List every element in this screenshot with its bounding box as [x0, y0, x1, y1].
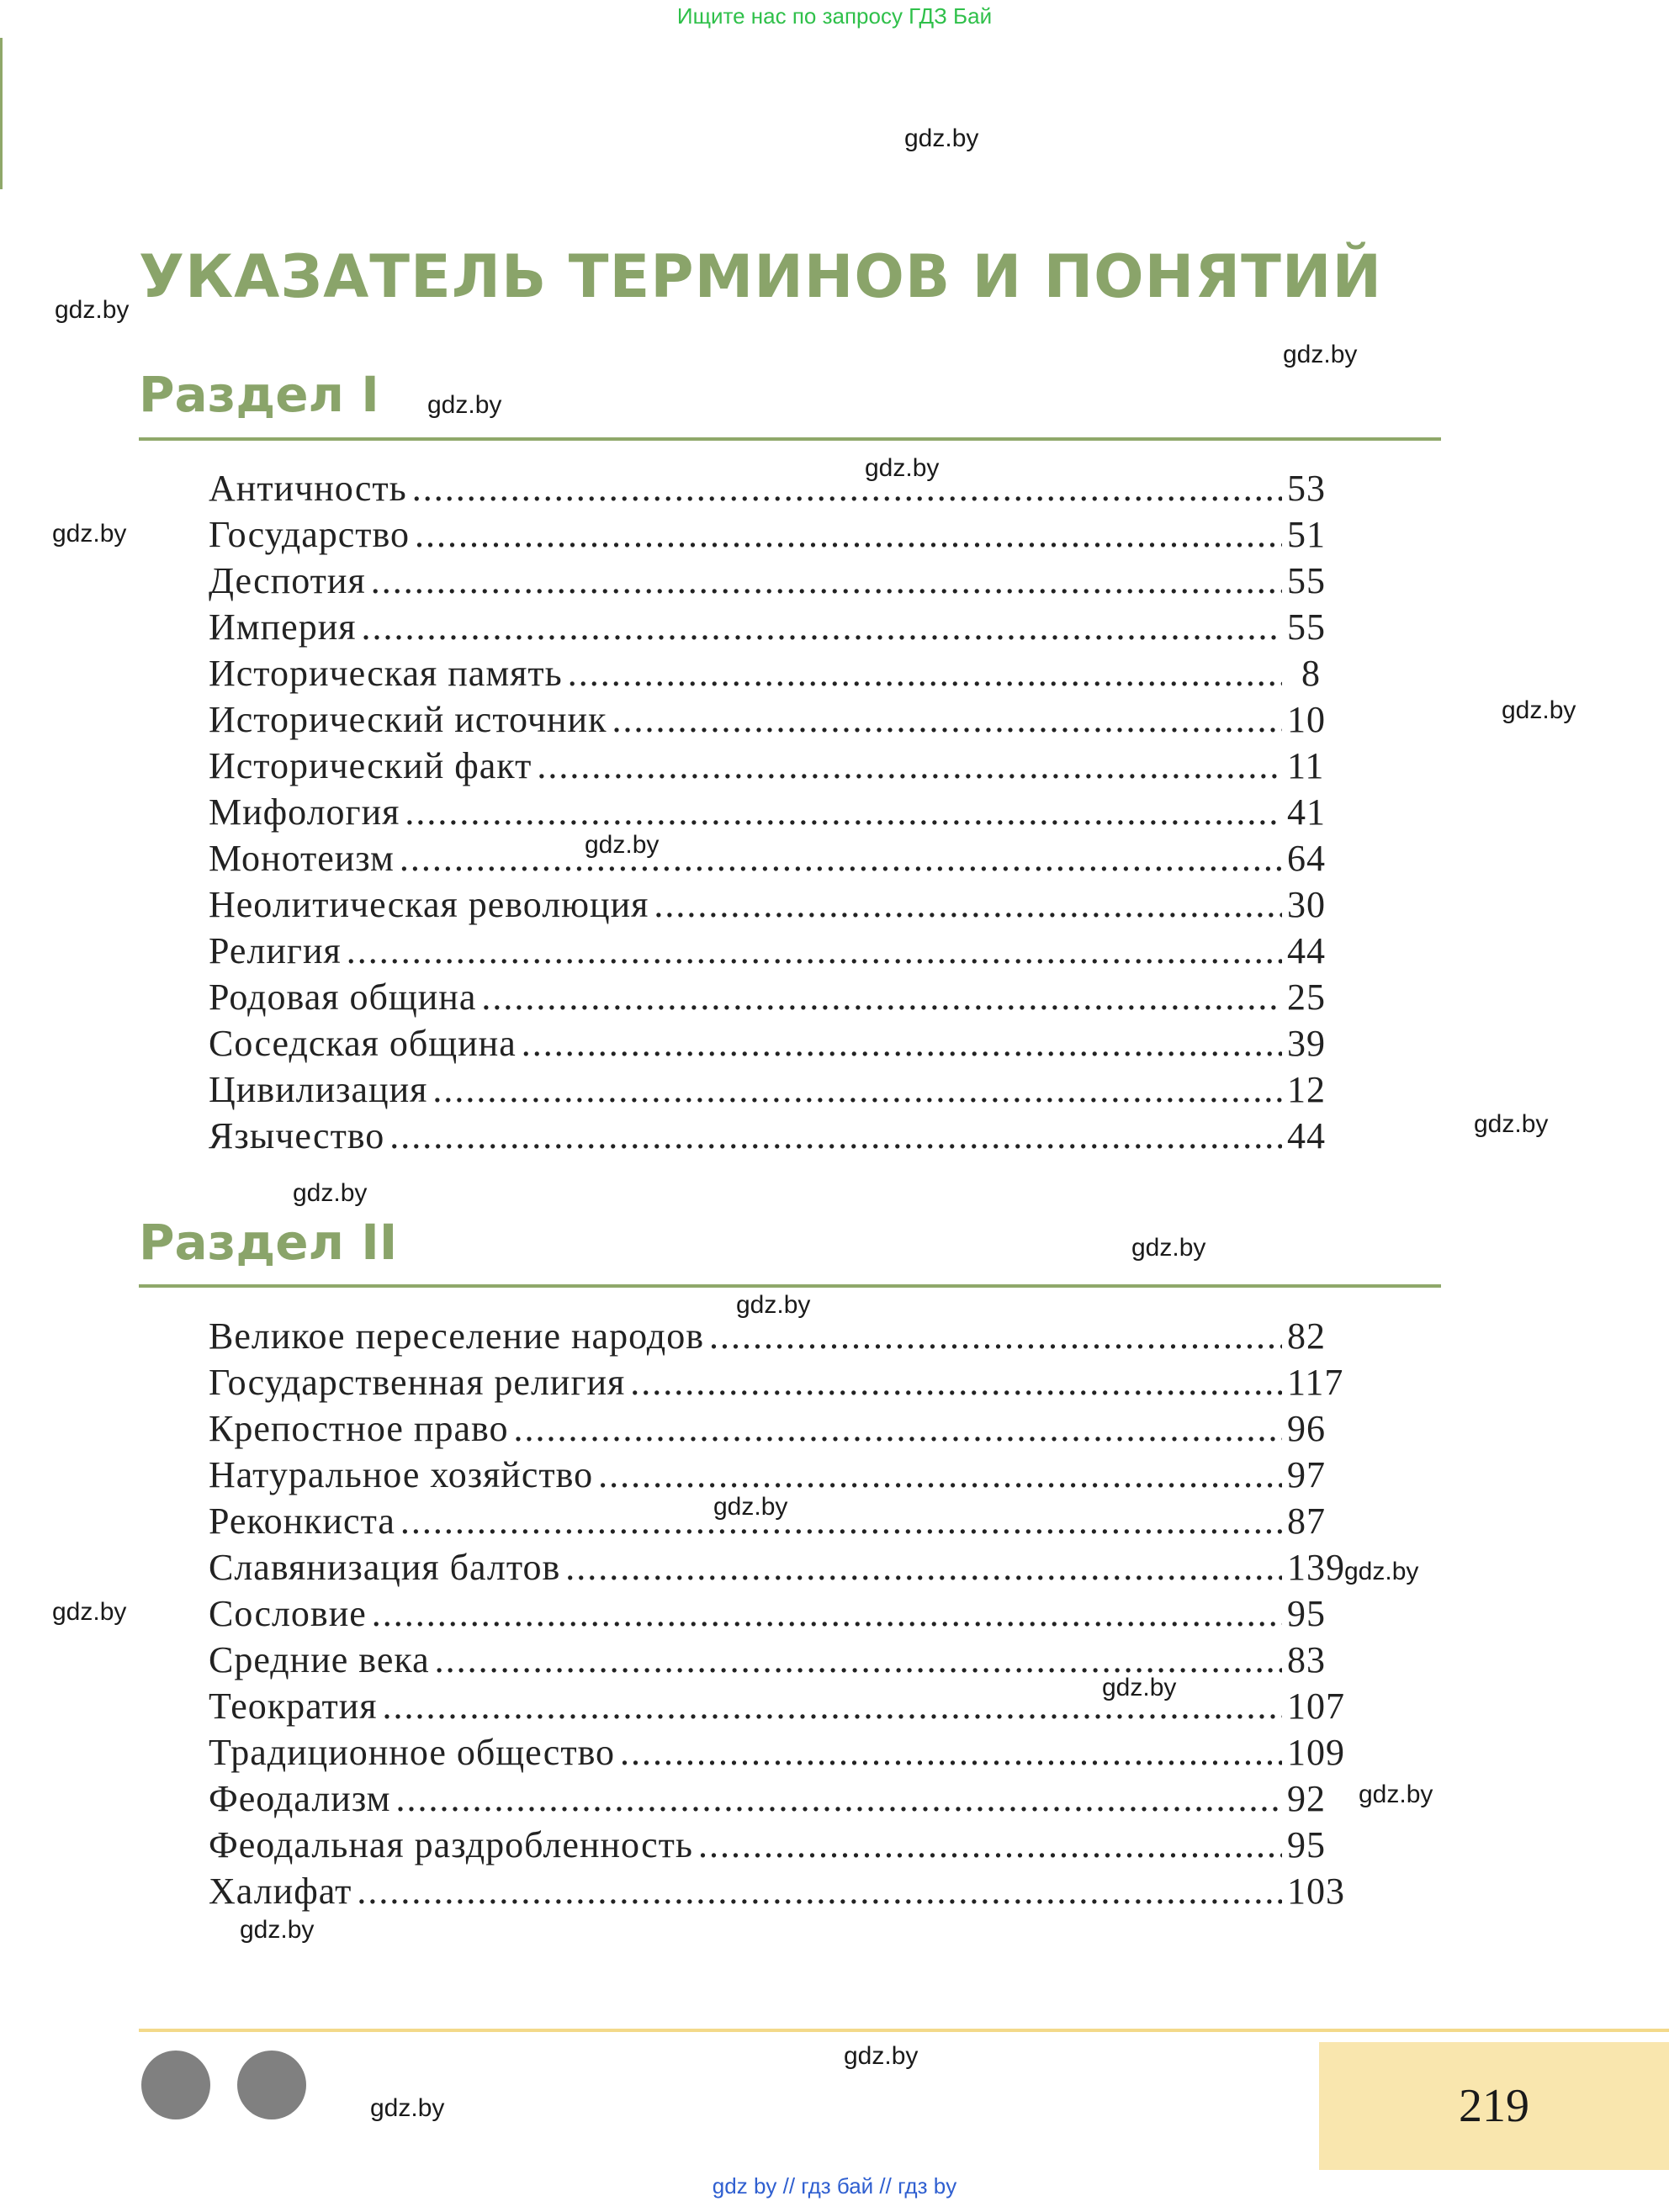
term-name: Великое переселение народов [209, 1315, 704, 1357]
watermark: gdz.by [713, 1493, 788, 1521]
dot-leader [537, 744, 1282, 787]
term-name: Государственная религия [209, 1362, 626, 1403]
index-entry [209, 1638, 1326, 1685]
index-entry [209, 698, 1326, 744]
index-entry [209, 976, 1326, 1022]
term-page-number: 97 [1287, 1454, 1326, 1495]
index-entry [209, 1685, 1345, 1731]
term-name: Крепостное право [209, 1408, 509, 1449]
index-entry [209, 606, 1326, 652]
term-page-number: 41 [1287, 791, 1326, 833]
page-number: 219 [1319, 2042, 1669, 2170]
index-entry [209, 513, 1326, 559]
dot-leader [565, 1546, 1282, 1589]
watermark: gdz.by [370, 2094, 445, 2122]
term-list-section-1 [209, 467, 1326, 1161]
decorative-circle [237, 2051, 306, 2119]
term-name: Натуральное хозяйство [209, 1454, 594, 1495]
dot-leader [568, 652, 1282, 695]
dot-leader [357, 1870, 1282, 1913]
section-heading-2: Раздел II [139, 1214, 398, 1271]
decorative-circle [141, 2051, 210, 2119]
top-banner[interactable]: Ищите нас по запросу ГДЗ Бай [676, 3, 993, 29]
term-list-section-2 [209, 1315, 1345, 1916]
left-edge-bar [0, 38, 3, 189]
term-page-number: 92 [1287, 1778, 1326, 1819]
index-entry [209, 1361, 1344, 1407]
watermark: gdz.by [1359, 1781, 1433, 1808]
term-name: Цивилизация [209, 1069, 428, 1110]
term-name: Исторический источник [209, 699, 607, 740]
bottom-links[interactable]: gdz by // гдз бай // гдз by [712, 2173, 957, 2199]
term-name: Славянизация балтов [209, 1547, 561, 1588]
dot-leader [361, 606, 1282, 648]
watermark: gdz.by [736, 1291, 811, 1319]
term-page-number: 25 [1287, 976, 1326, 1018]
index-entry [209, 652, 1321, 698]
term-page-number: 64 [1287, 838, 1326, 879]
term-name: Мифология [209, 791, 400, 833]
watermark: gdz.by [293, 1179, 368, 1207]
term-name: Реконкиста [209, 1500, 395, 1542]
term-name: Неолитическая революция [209, 884, 649, 925]
term-page-number: 87 [1287, 1500, 1326, 1542]
term-page-number: 11 [1287, 745, 1325, 786]
dot-leader [709, 1315, 1282, 1357]
term-name: Феодальная раздробленность [209, 1824, 693, 1865]
term-name: Традиционное общество [209, 1732, 616, 1773]
term-name: Античность [209, 468, 407, 509]
term-name: Исторический факт [209, 745, 532, 786]
watermark: gdz.by [240, 1916, 315, 1944]
dot-leader [383, 1685, 1282, 1728]
term-page-number: 117 [1287, 1362, 1344, 1403]
index-entry [209, 1453, 1326, 1500]
watermark: gdz.by [1102, 1674, 1177, 1701]
dot-leader [432, 1068, 1282, 1111]
dot-leader [513, 1407, 1282, 1450]
watermark: gdz.by [585, 831, 660, 859]
term-page-number: 103 [1287, 1871, 1345, 1912]
term-name: Теократия [209, 1685, 378, 1727]
index-entry [209, 1731, 1345, 1777]
term-name: Государство [209, 514, 410, 555]
watermark: gdz.by [1283, 341, 1358, 368]
watermark: gdz.by [1131, 1234, 1206, 1262]
term-page-number: 139 [1287, 1547, 1345, 1588]
term-page-number: 39 [1287, 1023, 1326, 1064]
index-entry [209, 1870, 1345, 1916]
index-entry [209, 559, 1326, 606]
term-page-number: 53 [1287, 468, 1326, 509]
term-name: Халифат [209, 1871, 352, 1912]
term-page-number: 96 [1287, 1408, 1326, 1449]
dot-leader [630, 1361, 1282, 1404]
term-name: Религия [209, 930, 342, 971]
watermark: gdz.by [55, 296, 130, 324]
index-entry [209, 929, 1326, 976]
watermark: gdz.by [1474, 1110, 1549, 1138]
watermark: gdz.by [52, 1598, 127, 1626]
dot-leader [481, 976, 1282, 1019]
footer-divider [139, 2029, 1669, 2032]
index-entry [209, 1592, 1326, 1638]
watermark: gdz.by [1344, 1558, 1419, 1585]
term-name: Феодализм [209, 1778, 391, 1819]
index-entry [209, 744, 1325, 791]
term-page-number: 107 [1287, 1685, 1345, 1727]
page-title: УКАЗАТЕЛЬ ТЕРМИНОВ И ПОНЯТИЙ [139, 242, 1383, 311]
term-page-number: 30 [1287, 884, 1326, 925]
section-divider [139, 1284, 1441, 1288]
term-page-number: 44 [1287, 930, 1326, 971]
term-name: Родовая община [209, 976, 477, 1018]
term-page-number: 12 [1287, 1069, 1326, 1110]
index-entry [209, 1823, 1326, 1870]
watermark: gdz.by [1502, 696, 1576, 724]
term-name: Империя [209, 606, 357, 648]
term-name: Язычество [209, 1115, 385, 1156]
term-name: Монотеизм [209, 838, 395, 879]
index-entry [209, 1114, 1326, 1161]
dot-leader [415, 513, 1282, 556]
dot-leader [400, 837, 1282, 880]
dot-leader [412, 467, 1282, 510]
dot-leader [522, 1022, 1282, 1065]
term-name: Деспотия [209, 560, 366, 601]
term-page-number: 10 [1287, 699, 1326, 740]
index-entry [209, 1407, 1326, 1453]
index-entry [209, 1068, 1326, 1114]
dot-leader [698, 1823, 1282, 1866]
dot-leader [371, 559, 1282, 602]
term-name: Историческая память [209, 653, 563, 694]
index-entry [209, 1500, 1326, 1546]
dot-leader [389, 1114, 1282, 1157]
watermark: gdz.by [52, 520, 127, 548]
dot-leader [620, 1731, 1282, 1774]
dot-leader [654, 883, 1282, 926]
dot-leader [612, 698, 1282, 741]
term-page-number: 51 [1287, 514, 1326, 555]
term-page-number: 95 [1287, 1824, 1326, 1865]
watermark: gdz.by [844, 2042, 919, 2070]
term-page-number: 55 [1287, 606, 1326, 648]
term-page-number: 44 [1287, 1115, 1326, 1156]
index-entry [209, 1315, 1326, 1361]
index-entry [209, 467, 1326, 513]
dot-leader [598, 1453, 1282, 1496]
index-entry [209, 837, 1326, 883]
watermark: gdz.by [427, 391, 502, 419]
index-entry [209, 1777, 1326, 1823]
dot-leader [395, 1777, 1282, 1820]
dot-leader [347, 929, 1282, 972]
dot-leader [405, 791, 1282, 833]
watermark: gdz.by [865, 454, 940, 482]
watermark: gdz.by [904, 124, 979, 152]
term-page-number: 95 [1287, 1593, 1326, 1634]
term-page-number: 109 [1287, 1732, 1345, 1773]
term-name: Сословие [209, 1593, 367, 1634]
index-entry [209, 883, 1326, 929]
dot-leader [372, 1592, 1282, 1635]
term-page-number: 82 [1287, 1315, 1326, 1357]
term-page-number: 83 [1287, 1639, 1326, 1680]
term-page-number: 55 [1287, 560, 1326, 601]
section-divider [139, 437, 1441, 441]
dot-leader [435, 1638, 1282, 1681]
index-entry [209, 791, 1326, 837]
dot-leader [400, 1500, 1282, 1543]
term-name: Соседская община [209, 1023, 517, 1064]
section-heading-1: Раздел I [139, 366, 379, 423]
index-entry [209, 1546, 1345, 1592]
index-entry [209, 1022, 1326, 1068]
term-page-number: 8 [1301, 653, 1321, 694]
term-name: Средние века [209, 1639, 430, 1680]
